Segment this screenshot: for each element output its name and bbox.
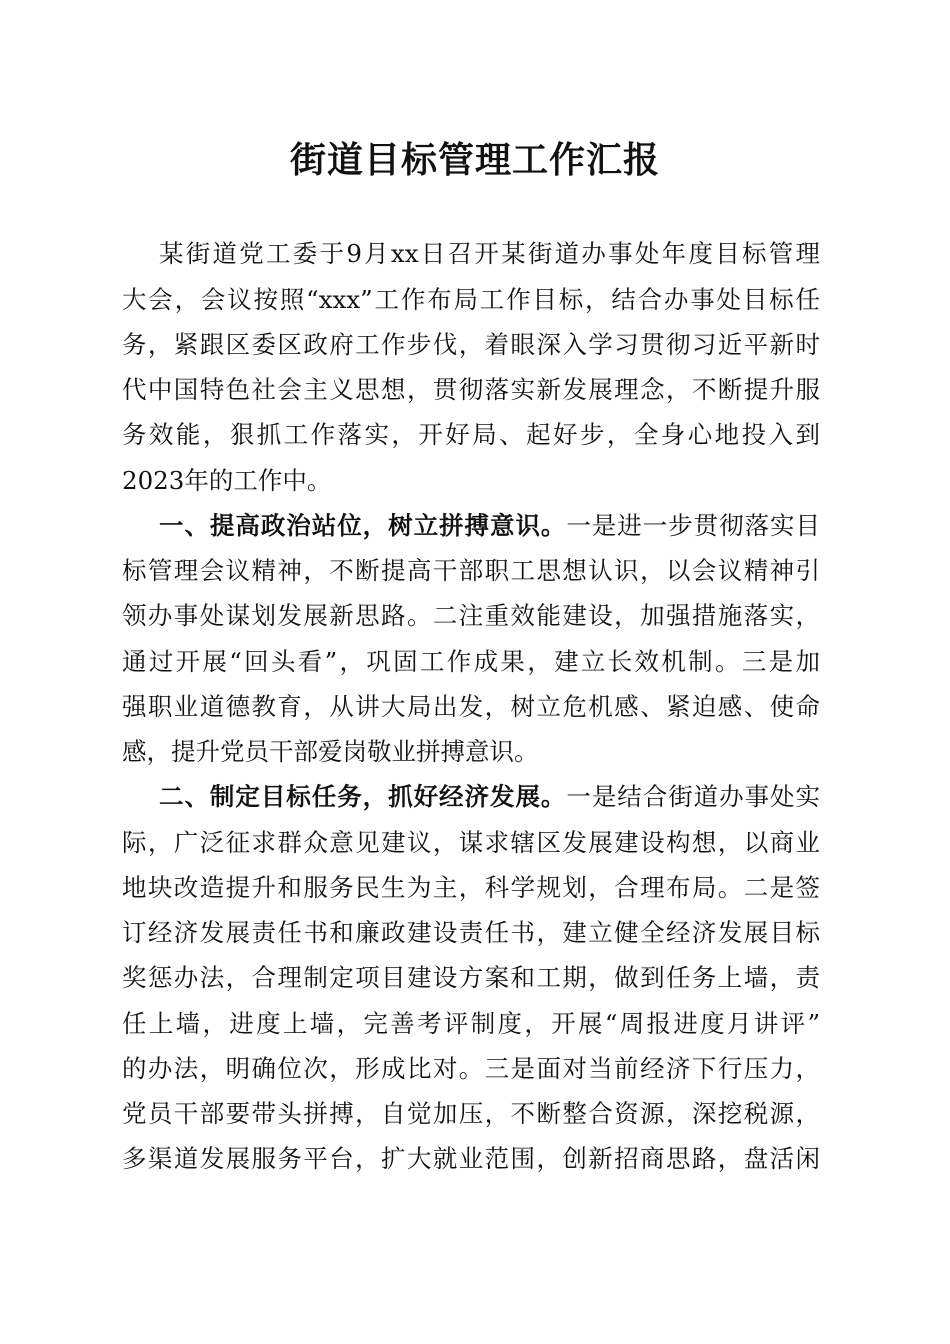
section2-line: 地块改造提升和服务民生为主，科学规划，合理布局。二是签: [122, 873, 820, 902]
intro-line: 2023年的工作中。: [122, 466, 332, 495]
section2-first-line: [159, 779, 820, 815]
section1-line: 通过开展“回头看”，巩固工作成果，建立长效机制。三是加: [122, 647, 820, 676]
intro-line: 务效能，狠抓工作落实，开好局、起好步，全身心地投入到: [122, 420, 820, 449]
section2-line: 奖惩办法，合理制定项目建设方案和工期，做到任务上墙，责: [122, 963, 820, 992]
section1-line: 感，提升党员干部爱岗敬业拼搏意识。: [122, 737, 539, 766]
section1-line: 强职业道德教育，从讲大局出发，树立危机感、紧迫感、使命: [122, 692, 820, 721]
section2-line: 的办法，明确位次，形成比对。三是面对当前经济下行压力，: [122, 1054, 820, 1083]
section2-heading: 二、制定目标任务，抓好经济发展。: [159, 782, 567, 811]
section1-first-line: [159, 508, 820, 544]
document-title: 街道目标管理工作汇报: [289, 139, 660, 181]
section2-line: 党员干部要带头拼搏，自觉加压，不断整合资源，深挖税源，: [122, 1099, 820, 1128]
section2-line: 际，广泛征求群众意见建议，谋求辖区发展建设构想，以商业: [122, 828, 820, 857]
intro-line: 代中国特色社会主义思想，贯彻落实新发展理念，不断提升服: [122, 375, 820, 404]
section1-text: 一是进一步贯彻落实目: [566, 511, 820, 540]
section2-line: 订经济发展责任书和廉政建设责任书，建立健全经济发展目标: [122, 918, 820, 947]
section1-line: 标管理会议精神，不断提高干部职工思想认识，以会议精神引: [122, 556, 820, 585]
section2-line: 多渠道发展服务平台，扩大就业范围，创新招商思路，盘活闲: [122, 1144, 820, 1173]
section1-line: 领办事处谋划发展新思路。二注重效能建设，加强措施落实，: [122, 601, 820, 630]
intro-line: 大会，会议按照“xxx”工作布局工作目标，结合办事处目标任: [122, 285, 820, 314]
section2-text: 一是结合街道办事处实: [566, 782, 820, 811]
intro-line: 务，紧跟区委区政府工作步伐，着眼深入学习贯彻习近平新时: [122, 330, 820, 359]
intro-line: 某街道党工委于9月xx日召开某街道办事处年度目标管理: [159, 239, 820, 268]
section1-heading: 一、提高政治站位，树立拼搏意识。: [159, 511, 567, 540]
section2-line: 任上墙，进度上墙，完善考评制度，开展“周报进度月讲评”: [122, 1009, 820, 1038]
